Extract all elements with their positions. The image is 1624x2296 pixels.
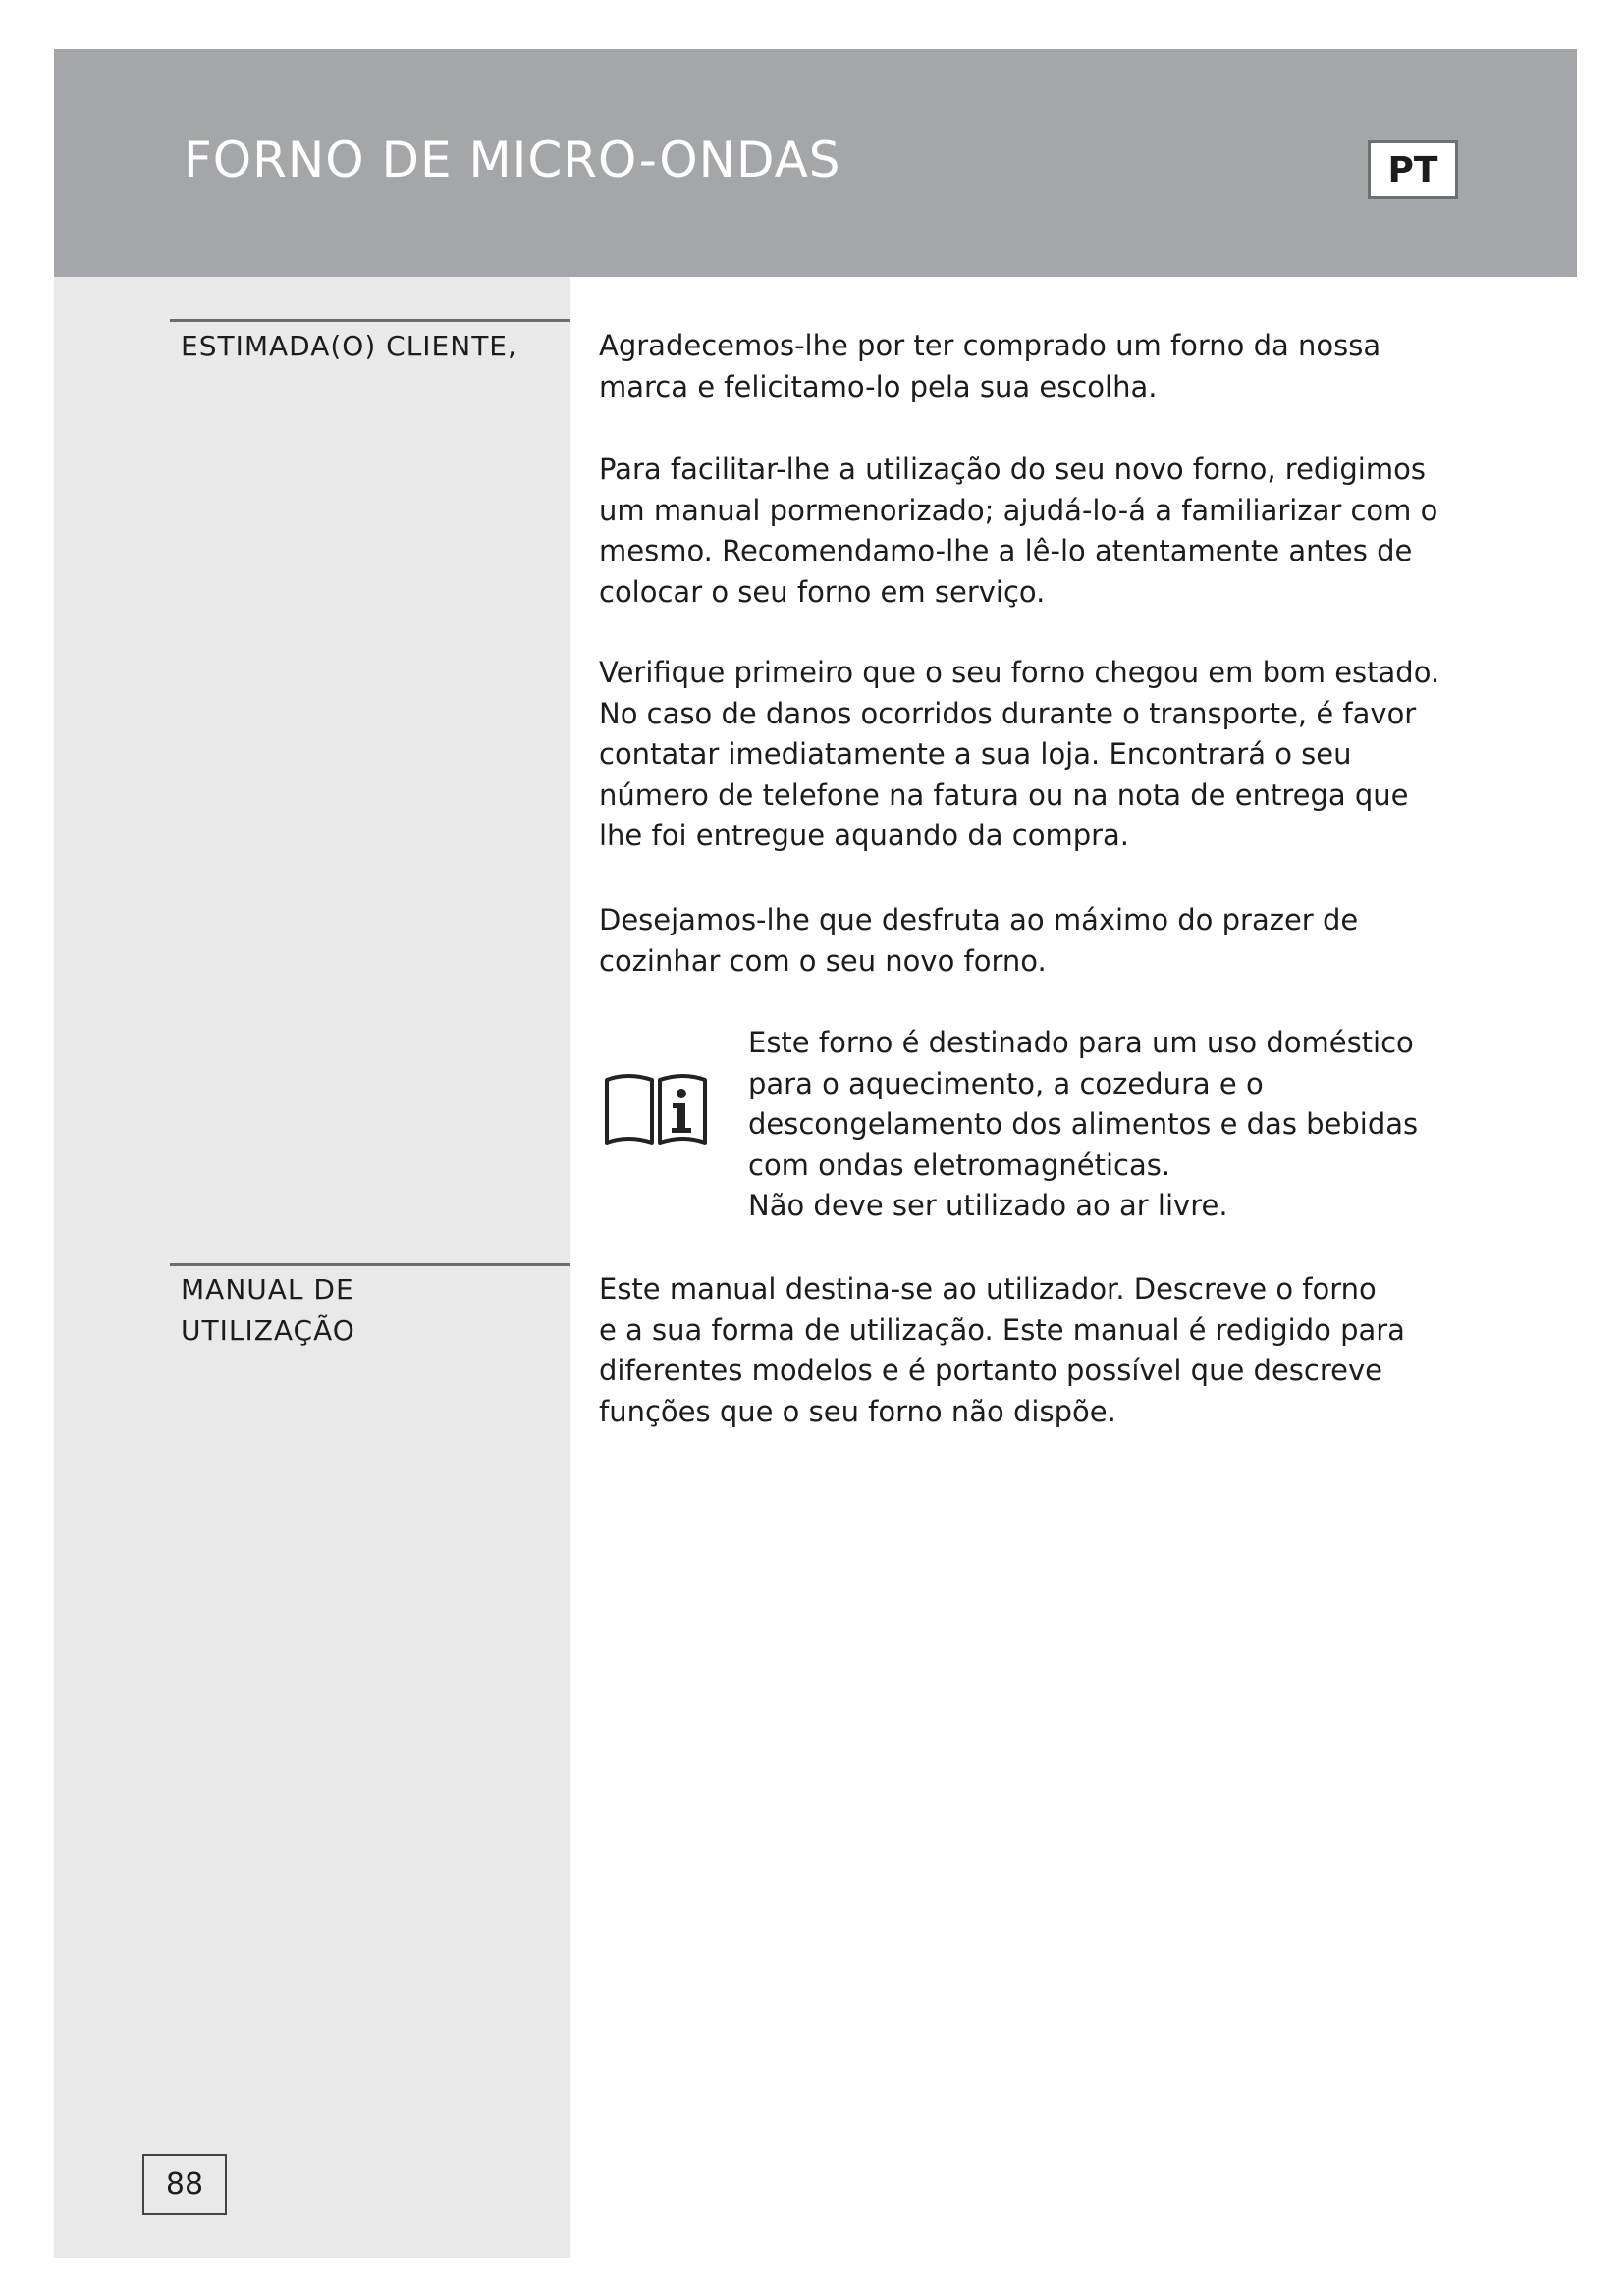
text-line: UTILIZAÇÃO xyxy=(181,1314,355,1347)
text-line: para o aquecimento, a cozedura e o xyxy=(748,1066,1264,1100)
text-line: marca e felicitamo-lo pela sua escolha. xyxy=(599,369,1158,403)
text-line: Este forno é destinado para um uso doméstico xyxy=(748,1026,1414,1059)
text-line: e a sua forma de utilização. Este manual é redigido para xyxy=(599,1312,1405,1347)
text-line: cozinhar com o seu novo forno. xyxy=(599,943,1047,978)
text-line: funções que o seu forno não dispõe. xyxy=(599,1394,1116,1428)
intro-paragraph-1 xyxy=(599,326,1483,407)
section-divider xyxy=(170,319,570,322)
text-line: Não deve ser utilizado ao ar livre. xyxy=(748,1189,1228,1222)
text-line: mesmo. Recomendamo-lhe a lê-lo atentamente antes de xyxy=(599,534,1413,567)
section-label-intro: ESTIMADA(O) CLIENTE, xyxy=(181,330,517,362)
text-line: contatar imediatamente a sua loja. Encontrará o seu xyxy=(599,737,1352,771)
intro-paragraph-3 xyxy=(599,653,1483,857)
text-line: colocar o seu forno em serviço. xyxy=(599,574,1046,609)
language-badge: PT xyxy=(1368,140,1458,199)
text-line: diferentes modelos e é portanto possível que descreve xyxy=(599,1354,1382,1387)
text-line: lhe foi entregue aquando da compra. xyxy=(599,819,1130,852)
intro-paragraph-2 xyxy=(599,450,1483,613)
text-line: Agradecemos-lhe por ter comprado um forno da nossa xyxy=(599,329,1381,362)
text-line: descongelamento dos alimentos e das bebidas xyxy=(748,1107,1419,1141)
section-divider xyxy=(170,1263,570,1266)
sidebar xyxy=(54,277,570,2258)
text-line: com ondas eletromagnéticas. xyxy=(748,1148,1171,1182)
text-line: Este manual destina-se ao utilizador. Descreve o forno xyxy=(599,1272,1377,1306)
info-note xyxy=(748,1023,1418,1227)
page-title: FORNO DE MICRO-ONDAS xyxy=(184,132,841,188)
section-label-manual xyxy=(181,1269,355,1352)
text-line: Desejamos-lhe que desfruta ao máximo do prazer de xyxy=(599,903,1359,936)
page-number: 88 xyxy=(142,2154,227,2215)
text-line: Verifique primeiro que o seu forno chegou em bom estado. xyxy=(599,656,1440,689)
text-line: número de telefone na fatura ou na nota de entrega que xyxy=(599,777,1409,812)
text-line: MANUAL DE xyxy=(181,1273,354,1306)
info-manual-icon xyxy=(603,1070,711,1150)
text-line: Para facilitar-lhe a utilização do seu novo forno, redigimos xyxy=(599,453,1426,486)
text-line: um manual pormenorizado; ajudá-lo-á a familiarizar com o xyxy=(599,493,1438,527)
manual-paragraph xyxy=(599,1269,1483,1432)
page-header xyxy=(54,49,1577,277)
intro-paragraph-4 xyxy=(599,900,1483,982)
text-line: No caso de danos ocorridos durante o transporte, é favor xyxy=(599,696,1417,730)
